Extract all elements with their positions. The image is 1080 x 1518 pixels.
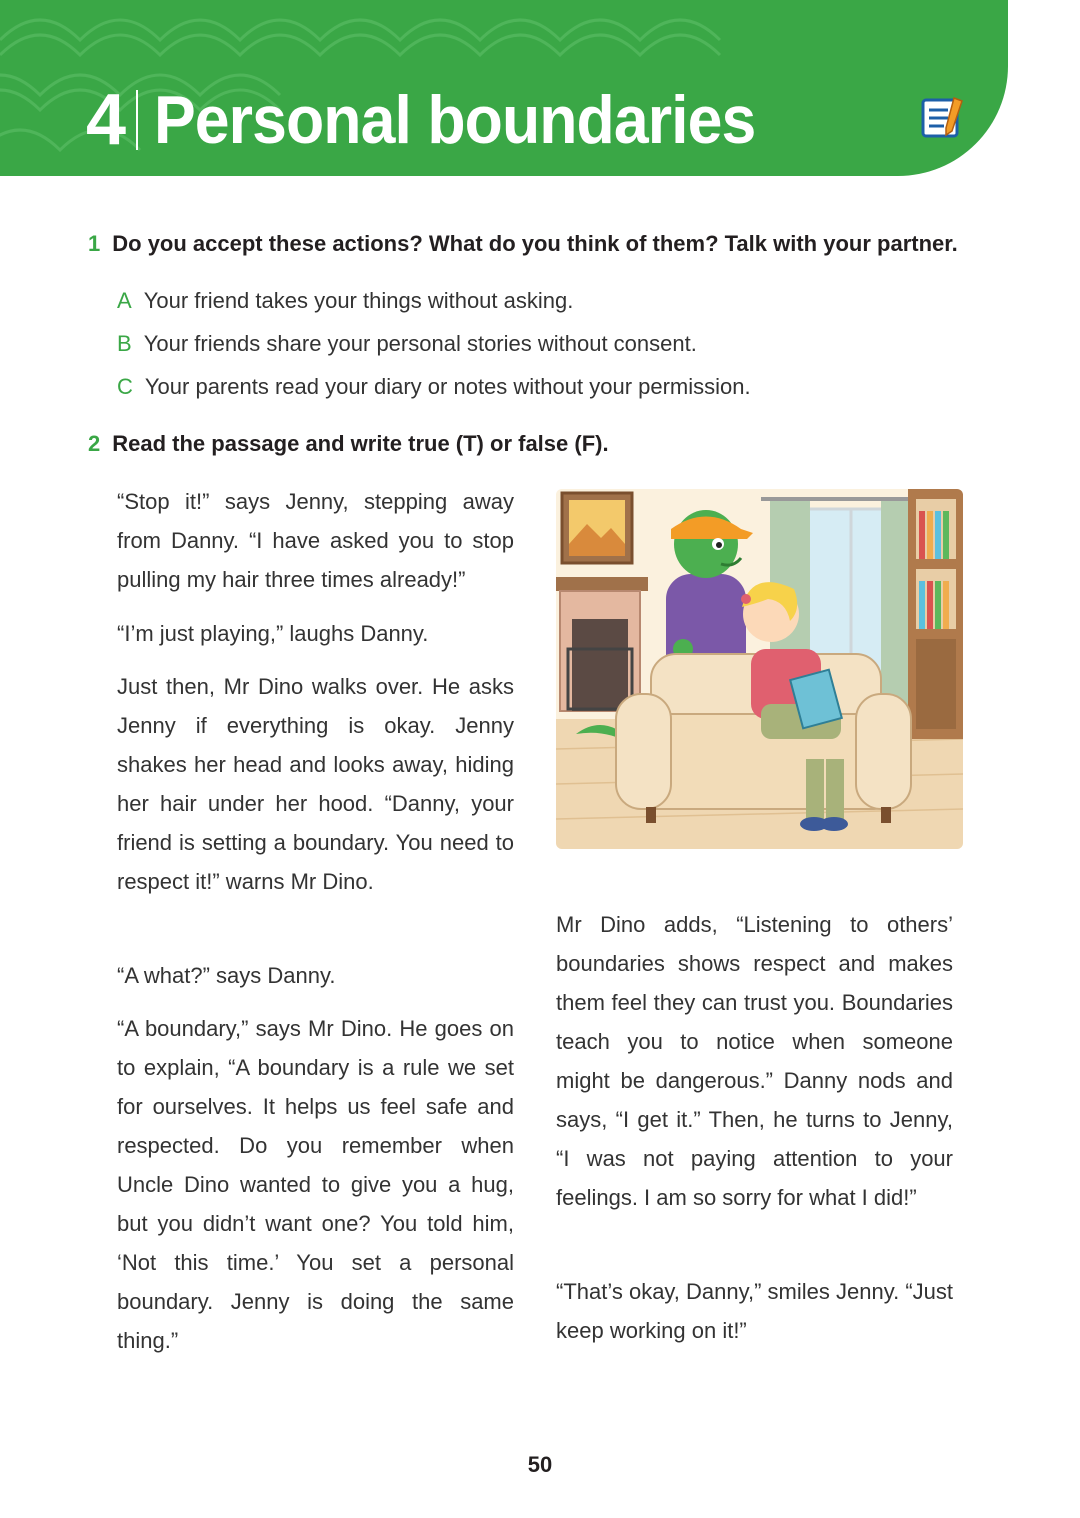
option-text: Your parents read your diary or notes without your permission.: [144, 374, 751, 399]
option-c: [117, 374, 751, 400]
page-title: Personal boundaries: [154, 82, 756, 158]
option-a: [117, 288, 573, 314]
chapter-header: [0, 0, 1008, 176]
question-1: [88, 231, 958, 257]
passage-paragraph: Mr Dino adds, “Listening to others’ boundaries shows respect and makes them feel they can trust you. Boundaries teach you to notice when someone might be dangerous.” Danny nods and says, “I get it.” Then, he turns to Jenny, “I was not paying attention to your feelings. I am so sorry for what I did!”: [556, 912, 953, 1210]
option-letter: B: [117, 331, 132, 356]
title-divider: [136, 90, 138, 150]
question-number: 1: [88, 231, 101, 256]
story-illustration: [556, 489, 963, 849]
passage-paragraph: “A boundary,” says Mr Dino. He goes on to explain, “A boundary is a rule we set for ourselves. It helps us feel safe and respected. Do you remember when Uncle Dino wanted to give you a hug, but you didn’t want one? You told him, ‘Not this time.’ You set a personal boundary. Jenny is doing the same thing.”: [117, 1016, 514, 1353]
worksheet-pencil-icon: [920, 94, 966, 140]
option-text: Your friend takes your things without asking.: [143, 288, 574, 313]
option-text: Your friends share your personal stories without consent.: [143, 331, 697, 356]
unit-number: 4: [86, 80, 125, 160]
passage-paragraph: “I’m just playing,” laughs Danny.: [117, 621, 429, 646]
question-text: Do you accept these actions? What do you think of them? Talk with your partner.: [112, 231, 958, 256]
question-text: Read the passage and write true (T) or false (F).: [112, 431, 609, 456]
passage-paragraph: “A what?” says Danny.: [117, 963, 336, 988]
question-number: 2: [88, 431, 101, 456]
option-b: [117, 331, 697, 357]
option-letter: C: [117, 374, 133, 399]
question-2: [88, 431, 609, 457]
passage-paragraph: Just then, Mr Dino walks over. He asks Jenny if everything is okay. Jenny shakes her head and looks away, hiding her hair under her hood. “Danny, your friend is setting a boundary. You need to respect it!” warns Mr Dino.: [117, 674, 514, 894]
passage-paragraph: “That’s okay, Danny,” smiles Jenny. “Just keep working on it!”: [556, 1279, 953, 1343]
option-letter: A: [117, 288, 132, 313]
page-number: 50: [527, 1452, 553, 1477]
passage-paragraph: “Stop it!” says Jenny, stepping away from Danny. “I have asked you to stop pulling my hair three times already!”: [117, 489, 514, 592]
